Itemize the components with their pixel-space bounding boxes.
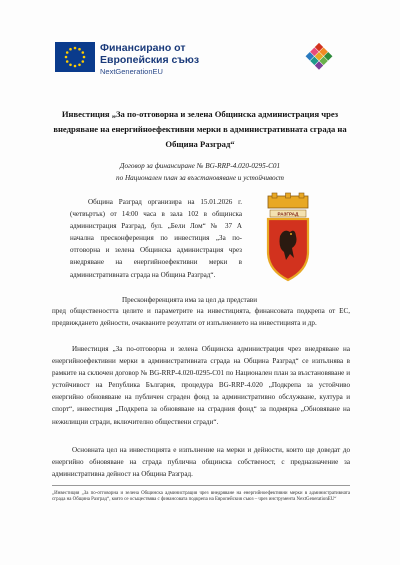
razgrad-coat-of-arms-icon bbox=[262, 192, 314, 282]
contract-number: Договор за финансиране № BG-RRP-4.020-0295-C01 bbox=[119, 162, 281, 170]
contract-reference bbox=[40, 160, 360, 184]
eu-funding-line2: Европейския съюз bbox=[100, 54, 200, 66]
document-title: Инвестиция „За по-отговорна и зелена Общинска администрация чрез внедряване на енергийноефективни мерки в административната сграда на Община Разград“ bbox=[53, 109, 347, 149]
contract-program: по Национален план за възстановяване и устойчивост bbox=[116, 174, 284, 182]
eu-flag-icon bbox=[55, 42, 95, 72]
paragraph-main-goal: Основната цел на инвестицията е изпълнение на мерки и дейности, които ще доведат до енергийно обновяване на сграда публична общинска собственост, с предназначение за административна дейност на Община Разград. bbox=[52, 446, 350, 479]
eu-funding-label bbox=[100, 42, 199, 77]
paragraph-press-conference: Община Разград организира на 15.01.2026 г. (четвъртък) от 14:00 часа в зала 102 в общинска администрация Разград, бул. „Бели Лом“ № 37 А начална пресконференция по инвестиция „За по-отговорна и зелена Общинска администрация чрез внедряване на енергийноефективни мерки в административната сграда на Община Разград“. bbox=[70, 198, 242, 279]
eu-program-name: NextGenerationEU bbox=[100, 67, 163, 76]
footnote-divider bbox=[52, 485, 350, 486]
recovery-plan-logo-icon bbox=[300, 38, 338, 76]
eu-funding-line1: Финансирано от bbox=[100, 42, 186, 54]
paragraph-purpose-start: Пресконференцията има за цел да представи bbox=[122, 296, 258, 304]
paragraph-purpose-rest: пред обществеността целите и параметрите на инвестицията, финансовата подкрепа от ЕС, предвиждането дейности, очакваните резултати от изпълнението на инвестицията и др. bbox=[52, 307, 350, 328]
crest-banner-text: РАЗГРАД bbox=[277, 211, 299, 217]
paragraph-investment-details: Инвестиция „За по-отговорна и зелена Общинска администрация чрез внедряване на енергийноефективни мерки в административната сграда на Община Разград“ се изпълнява в рамките на сключен договор № BG-RRP-4.020-0295-C01 по Национален план за възстановяване и устойчивост на Република България, процедура BG-RRP-4.020 „Подкрепа за устойчиво енергийно обновяване на публичен сграден фонд за административно обслужване, култура и спорт“, инвестиция „Подкрепа за обновяване на сградния фонд“ за подмярка „Обновяване на нежилищни сгради, включително обществени сгради“. bbox=[52, 345, 350, 426]
footnote: „Инвестиция „За по-отговорна и зелена Общинска администрация чрез внедряване на енергийноефективни мерки в административната сграда на Община Разград“, която се осъществява с финансовата подкрепа на Европейския съюз – чрез инструмента NextGenerationEU“ bbox=[52, 491, 350, 503]
